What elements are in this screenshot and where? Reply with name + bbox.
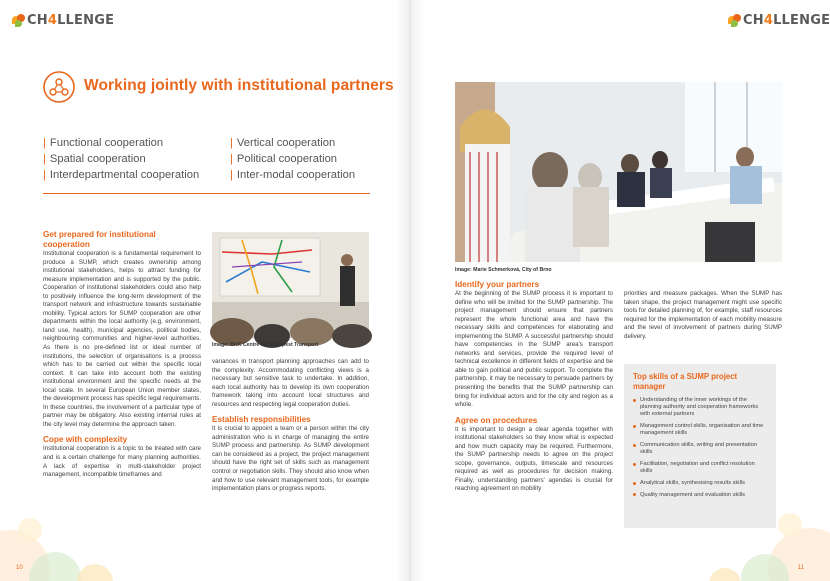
network-icon — [43, 71, 75, 103]
cooperation-list-right — [230, 136, 355, 183]
list-item: | Functional cooperation — [43, 137, 164, 149]
skills-list — [633, 397, 767, 499]
section-text: priorities and measure packages. When the SUMP has taken shape, the project management might use specific tools for detailed planning of, for example, staff resources required for the implementation of each mobility measure and the level of involvement of partners during SUMP delivery. — [624, 290, 782, 340]
page-title: Working jointly with institutional partners — [84, 77, 394, 94]
photo-caption: Image: BKK Centre for Budapest Transport — [212, 342, 319, 348]
section-text: Institutional cooperation is a topic to be treated with care and is a certain challenge for many planning authorities. A lack of expertise in multi-stakeholder project management, incompatible timeframes and — [43, 445, 201, 479]
section-text: It is crucial to appoint a team or a person within the city administration who is in charge of managing the entire SUMP process and partnership. As SUMP development can be considered as a project, the project management should have the right set of skills such as management control or negotiation skills. They should also know when and how to use relevant management tools, for example implementation plans or progress reports. — [212, 425, 369, 493]
list-item: Communication skills, writing and presentation skills — [633, 442, 767, 456]
section-heading: Cope with complexity — [43, 435, 128, 445]
section-heading: Identify your partners — [455, 280, 540, 289]
left-column-2 — [212, 358, 369, 494]
cooperation-list-left — [43, 136, 199, 183]
list-item: | Political cooperation — [230, 152, 338, 165]
logo-leaf-icon — [12, 14, 26, 28]
list-item: | Inter-modal cooperation — [230, 168, 356, 181]
list-item: Understanding of the inner workings of the planning authority and cooperation frameworks with external partners — [633, 397, 767, 419]
page-number: 10 — [16, 565, 23, 571]
list-item: Facilitation, negotiation and conflict resolution skills — [633, 461, 767, 475]
challenge-logo: CH4LLENGE — [728, 13, 830, 28]
list-item: | Spatial cooperation — [43, 152, 146, 165]
meeting-photo — [455, 82, 782, 262]
section-heading: Get prepared for institutional cooperation — [43, 230, 156, 249]
list-item: Management control skills, organisation and time management skills — [633, 423, 767, 437]
section-text: It is important to design a clear agenda together with institutional stakeholders so they know what is expected and how much capacity may be required. Furthermore, the SUMP partnership needs to agree on the project scope, governance, outputs, timescale and resources required as well as procedures for decision making. Finally, understanding partners' agendas is crucial for reaching agreement on mobility — [455, 425, 613, 493]
list-item: Quality management and evaluation skills — [633, 492, 767, 499]
section-text: variances in transport planning approaches can add to the complexity. Accommodating conflicting views is a necessary but sensitive task to undertake. In addition, each local authority has to develop its own cooperation framework taking into account local structures and resources and respecting legal cooperation duties. — [212, 358, 369, 408]
challenge-logo: CH4LLENGE — [12, 13, 114, 28]
page-gutter — [409, 0, 411, 581]
list-item: | Vertical cooperation — [230, 137, 336, 149]
section-heading: Agree on procedures — [455, 415, 538, 425]
left-page — [0, 0, 410, 581]
section-heading: Establish responsibilities — [212, 415, 311, 425]
left-column-1 — [43, 230, 201, 480]
divider — [43, 193, 370, 194]
section-text: At the beginning of the SUMP process it is important to define who will be invited for the SUMP partnership. The project management should ensure that partners represent the whole functional area and have the necessary skills and competences for elaborating and implementing the SUMP. A successful partnership should have competencies in the SUMP area's transport networks and services, provide the required level of technical excellence in different fields of expertise and be able to gain political and public support. To complete the partnership, it may be necessary to persuade partners by presenting the benefits that the SUMP partnership can bring for individual actors and for the city and region as a whole. — [455, 290, 613, 409]
list-item: Analytical skills, synthesising results skills — [633, 480, 767, 487]
photo-caption: Image: Marie Schmerková, City of Brno — [455, 267, 552, 273]
skills-box — [624, 364, 776, 528]
right-column-2 — [624, 290, 782, 341]
right-column-1 — [455, 280, 613, 494]
section-text: Institutional cooperation is a fundamental requirement to produce a SUMP, which creates ownership among institutional stakeholders, helps to attract funding for measure implementation and is supported by the public. Cooperation of institutional stakeholders could also help to positively influence the long-term development of the transport network and infrastructure towards sustainable mobility. Typical actors for SUMP cooperation are other departments within the local authority (e.g. environment, land use, health), municipal agencies, political bodies, neighbouring communities and higher-level authorities. As there is no pre-defined list or ideal number of institutions, the selection of organisations is a process which has to be carried out within the specific local context. It can take into account both the existing institutional environment and the specific needs at the local scale. In several European Union member states, the development process has specific legal requirements. In these countries, the involvement of a particular type of partner may be obligatory. Also existing internal rules at the city level may determine the approach taken. — [43, 250, 201, 428]
page-number: 11 — [797, 565, 804, 571]
list-item: | Interdepartmental cooperation — [43, 168, 200, 181]
skills-title: Top skills of a SUMP project manager — [633, 372, 738, 391]
logo-leaf-icon — [728, 14, 742, 28]
budapest-photo — [212, 232, 369, 338]
